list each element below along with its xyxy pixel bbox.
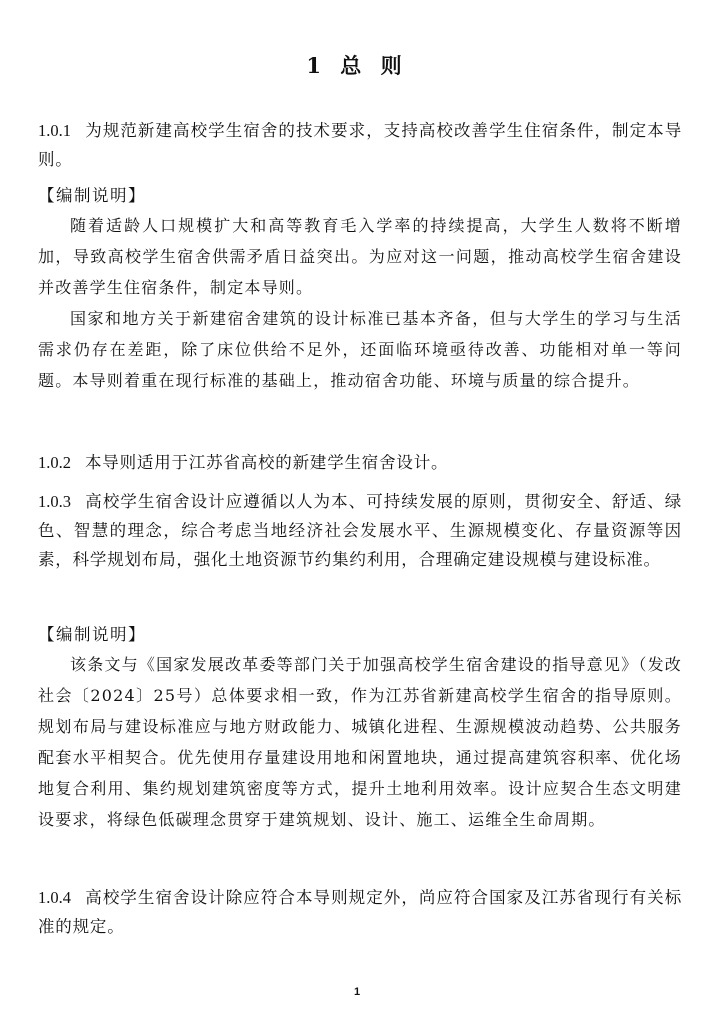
clause-text: 为规范新建高校学生宿舍的技术要求，支持高校改善学生住宿条件，制定本导则。	[38, 121, 682, 169]
clause-text: 本导则适用于江苏省高校的新建学生宿舍设计。	[85, 453, 449, 472]
clause-number: 1.0.3	[38, 492, 71, 511]
chapter-title: 1 总 则	[306, 53, 408, 78]
note-heading: 【编制说明】	[38, 625, 146, 644]
explanation-note-1	[38, 181, 682, 396]
clause-1-0-1	[38, 116, 682, 174]
clause-text: 高校学生宿舍设计应遵循以人为本、可持续发展的原则，贯彻安全、舒适、绿色、智慧的理念，综合考虑当地经济社会发展水平、生源规模变化、存量资源等因素，科学规划布局，强化土地资源节约集约利用，合理确定建设规模与建设标准。	[38, 492, 682, 569]
explanation-note-2	[38, 620, 682, 835]
page-number: 1	[353, 986, 361, 998]
note-paragraph: 该条文与《国家发展改革委等部门关于加强高校学生宿舍建设的指导意见》（发改社会〔2024〕25号）总体要求相一致，作为江苏省新建高校学生宿舍的指导原则。规划布局与建设标准应与地方财政能力、城镇化进程、生源规模波动趋势、公共服务配套水平相契合。优先使用存量建设用地和闲置地块，通过提高建筑容积率、优化场地复合利用、集约规划建筑密度等方式，提升土地利用效率。设计应契合生态文明建设要求，将绿色低碳理念贯穿于建筑规划、设计、施工、运维全生命周期。	[38, 655, 682, 829]
note-paragraph: 随着适龄人口规模扩大和高等教育毛入学率的持续提高，大学生人数将不断增加，导致高校学生宿舍供需矛盾日益突出。为应对这一问题，推动高校学生宿舍建设并改善学生住宿条件，制定本导则。	[38, 216, 682, 297]
clause-1-0-2	[38, 448, 682, 477]
note-paragraph: 国家和地方关于新建宿舍建筑的设计标准已基本齐备，但与大学生的学习与生活需求仍存在差距，除了床位供给不足外，还面临环境亟待改善、功能相对单一等问题。本导则着重在现行标准的基础上，推动宿舍功能、环境与质量的综合提升。	[38, 309, 682, 390]
clause-1-0-4	[38, 883, 682, 941]
clause-1-0-3	[38, 487, 682, 574]
clause-text: 高校学生宿舍设计除应符合本导则规定外，尚应符合国家及江苏省现行有关标准的规定。	[38, 888, 682, 936]
clause-number: 1.0.2	[38, 453, 71, 472]
clause-number: 1.0.1	[38, 121, 71, 140]
clause-number: 1.0.4	[38, 888, 71, 907]
note-heading: 【编制说明】	[38, 186, 146, 205]
